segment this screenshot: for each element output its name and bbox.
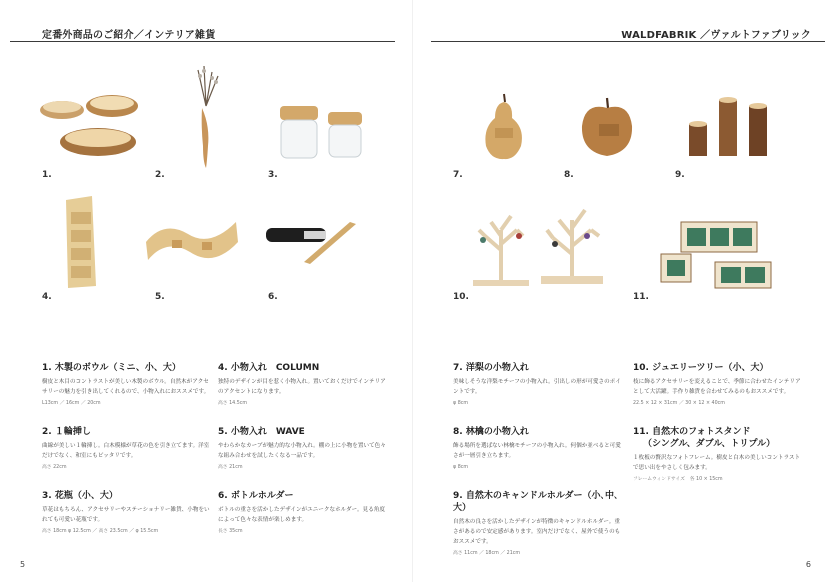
wave-drawers-photo — [144, 212, 240, 266]
bud-vase-photo — [188, 66, 224, 170]
product-size: 高さ 21cm — [218, 465, 243, 470]
photo-frames-photo — [659, 220, 773, 290]
page-title: WALDFABRIK ／ヴァルトファブリック — [621, 30, 811, 41]
bottle-holder-photo — [264, 218, 360, 264]
photo-number: 4. — [42, 292, 52, 302]
photo-number: 8. — [564, 170, 574, 180]
photo-number: 5. — [155, 292, 165, 302]
product-description: 飾る場所を選ばない林檎モチーフの小物入れ。何個か並べると可愛さが一層引き立ちます。 — [453, 443, 621, 459]
product-title: 6. ボトルホルダー — [218, 491, 294, 501]
product-title: 5. 小物入れ WAVE — [218, 427, 305, 437]
apple-box-photo — [579, 96, 635, 158]
product-title: 1. 木製のボウル（ミニ、小、大） — [42, 363, 181, 373]
product-title: 4. 小物入れ COLUMN — [218, 363, 320, 373]
pear-box-photo — [481, 92, 527, 160]
product-item — [42, 490, 212, 536]
product-size: 高さ 22cm — [42, 465, 67, 470]
product-item — [633, 426, 803, 484]
product-description: やわらかなカーブが魅力的な小物入れ。棚の上に小物を置いて色々な組み合わせを試したくなる一品です。 — [218, 443, 386, 459]
product-description: 美味しそうな洋梨モチーフの小物入れ。引出しの形が可愛さのポイントです。 — [453, 379, 621, 395]
product-item — [218, 490, 388, 536]
right-page — [413, 0, 825, 582]
header-rule — [431, 41, 825, 42]
jewelry-trees-photo — [469, 200, 609, 290]
product-title: 10. ジュエリーツリー（小、大） — [633, 363, 769, 373]
product-size: 高さ 11cm ／ 18cm ／ 21cm — [453, 551, 521, 556]
product-title: 3. 花瓶（小、大） — [42, 491, 118, 501]
product-title: 9. 自然木のキャンドルホルダー（小､中､大） — [453, 491, 619, 513]
left-page — [0, 0, 412, 582]
product-size: 長さ 35cm — [218, 529, 243, 534]
product-description: 草花はもちろん、アクセサリーやステーショナリー雑貨、小物をいれても可愛い花瓶です。 — [42, 507, 210, 523]
product-item — [453, 362, 623, 408]
product-title-line2: （シングル、ダブル、トリプル） — [643, 439, 776, 449]
product-description: 自然木の良さを活かしたデザインが特徴のキャンドルホルダー。重さがあるので安定感があります。室内だけでなく、屋外で使うのもおススメです。 — [453, 519, 621, 545]
photo-number: 10. — [453, 292, 469, 302]
wooden-bowls-photo — [40, 90, 140, 160]
photo-number: 7. — [453, 170, 463, 180]
photo-number: 11. — [633, 292, 649, 302]
photo-number: 3. — [268, 170, 278, 180]
product-item — [453, 490, 623, 558]
product-title: 11. 自然木のフォトスタンド — [633, 427, 751, 437]
product-size: φ 8cm — [453, 401, 469, 406]
product-title: 7. 洋梨の小物入れ — [453, 363, 529, 373]
product-item — [42, 426, 212, 472]
product-description: 独特のデザインが目を惹く小物入れ。置いておくだけでインテリアのアクセントになります。 — [218, 379, 386, 395]
log-candle-holders-photo — [687, 96, 773, 158]
product-item — [633, 362, 803, 408]
photo-number: 6. — [268, 292, 278, 302]
product-description: 枝に飾るアクセサリーを変えることで、季節に合わせたインテリアとして大活躍。手作り雑貨を合わせてみるのもおススメです。 — [633, 379, 801, 395]
product-description: 樹皮と木目のコントラストが美しい木製のボウル。自然木がアクセサリーの魅力を引き出してくれるので、小物入れにおススメです。 — [42, 379, 210, 395]
product-size: フレームウィンドサイズ 各 10 × 15cm — [633, 477, 723, 482]
product-size: φ 8cm — [453, 465, 469, 470]
page-number: 6 — [805, 560, 811, 569]
column-drawers-photo — [62, 196, 100, 288]
page-title: 定番外商品のご紹介／インテリア雑貨 — [42, 30, 216, 41]
product-item — [218, 426, 388, 472]
product-title: 8. 林檎の小物入れ — [453, 427, 529, 437]
header-rule — [10, 41, 395, 42]
photo-number: 2. — [155, 170, 165, 180]
product-item — [218, 362, 388, 408]
product-description: １枚板の贅沢なフォトフレーム。樹皮と白木の美しいコントラストで思い出をやさしく包みます。 — [633, 455, 801, 471]
product-size: L13cm ／ 16cm ／ 20cm — [42, 401, 101, 406]
glass-jars-photo — [278, 104, 366, 160]
product-size: 高さ 14.5cm — [218, 401, 248, 406]
product-size: 高さ 18cm φ 12.5cm ／ 高さ 23.5cm ／ φ 15.5cm — [42, 529, 159, 534]
product-size: 22.5 × 12 × 31cm ／ 30 × 12 × 40cm — [633, 401, 725, 406]
photo-number: 1. — [42, 170, 52, 180]
photo-number: 9. — [675, 170, 685, 180]
product-item — [42, 362, 212, 408]
product-title: 2. １輪挿し — [42, 427, 91, 437]
product-item — [453, 426, 623, 472]
page-number: 5 — [20, 560, 26, 569]
product-description: ボトルの重さを活かしたデザインがユニークなホルダー。見る角度によって色々な表情が楽しめます。 — [218, 507, 385, 523]
product-description: 曲線が美しい１輪挿し。白木模様が草花の色を引き立てます。洋室だけでなく、和室にもピッタリです。 — [42, 443, 210, 459]
